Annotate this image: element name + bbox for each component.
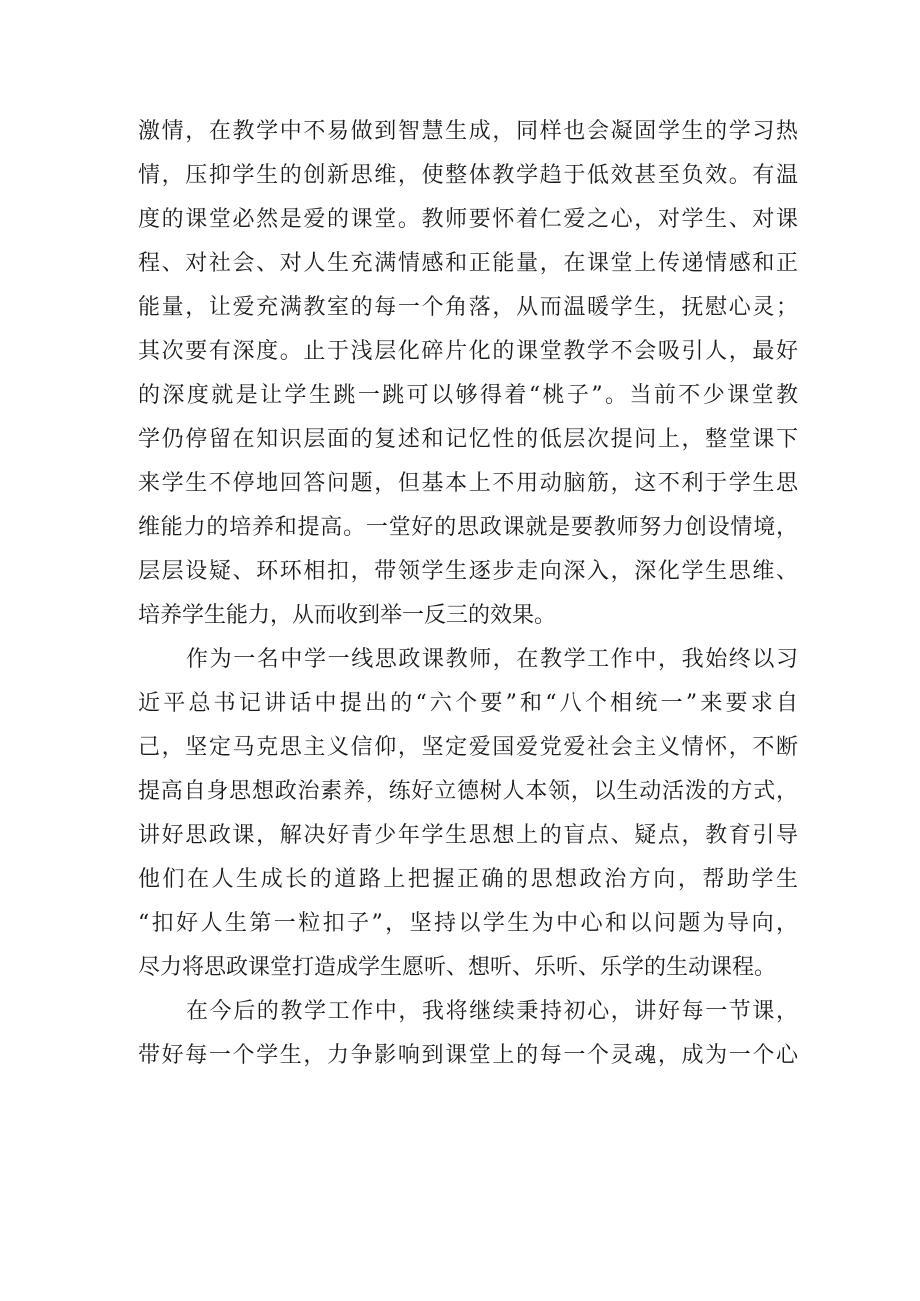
paragraph-line: 程、对社会、对人生充满情感和正能量，在课堂上传递情感和正 [138, 251, 798, 276]
paragraph-line: 维能力的培养和提高。一堂好的思政课就是要教师努力创设情境， [138, 515, 798, 540]
paragraph-line: 的深度就是让学生跳一跳可以够得着“桃子”。当前不少课堂教 [138, 383, 798, 408]
paragraph-1 [138, 110, 798, 638]
paragraph-line: 激情，在教学中不易做到智慧生成，同样也会凝固学生的学习热 [138, 119, 798, 144]
paragraph-line: 学仍停留在知识层面的复述和记忆性的低层次提问上，整堂课下 [138, 427, 798, 452]
paragraph-line: 情，压抑学生的创新思维，使整体教学趋于低效甚至负效。有温 [138, 163, 798, 188]
paragraph-line: 带好每一个学生，力争影响到课堂上的每一个灵魂，成为一个心 [138, 1043, 798, 1068]
paragraph-line: 近平总书记讲话中提出的“六个要”和“八个相统一”来要求自 [138, 691, 798, 716]
paragraph-line: 讲好思政课，解决好青少年学生思想上的盲点、疑点，教育引导 [138, 823, 798, 848]
paragraph-line: 尽力将思政课堂打造成学生愿听、想听、乐听、乐学的生动课程。 [138, 955, 777, 980]
paragraph-2 [138, 638, 798, 990]
paragraph-line: “扣好人生第一粒扣子”，坚持以学生为中心和以问题为导向， [138, 911, 798, 936]
document-body [138, 110, 798, 1078]
paragraph-line: 其次要有深度。止于浅层化碎片化的课堂教学不会吸引人，最好 [138, 339, 798, 364]
paragraph-line: 层层设疑、环环相扣，带领学生逐步走向深入，深化学生思维、 [138, 559, 798, 584]
paragraph-line: 在今后的教学工作中，我将继续秉持初心，讲好每一节课， [186, 999, 798, 1024]
paragraph-line: 作为一名中学一线思政课教师，在教学工作中，我始终以习 [186, 647, 798, 672]
paragraph-line: 来学生不停地回答问题，但基本上不用动脑筋，这不利于学生思 [138, 471, 798, 496]
paragraph-line: 己，坚定马克思主义信仰，坚定爱国爱党爱社会主义情怀，不断 [138, 735, 798, 760]
paragraph-line: 他们在人生成长的道路上把握正确的思想政治方向，帮助学生 [138, 867, 798, 892]
paragraph-line: 能量，让爱充满教室的每一个角落，从而温暖学生，抚慰心灵； [138, 295, 798, 320]
paragraph-line: 培养学生能力，从而收到举一反三的效果。 [138, 603, 557, 628]
paragraph-3 [138, 990, 798, 1078]
paragraph-line: 度的课堂必然是爱的课堂。教师要怀着仁爱之心，对学生、对课 [138, 207, 798, 232]
paragraph-line: 提高自身思想政治素养，练好立德树人本领，以生动活泼的方式， [138, 779, 798, 804]
